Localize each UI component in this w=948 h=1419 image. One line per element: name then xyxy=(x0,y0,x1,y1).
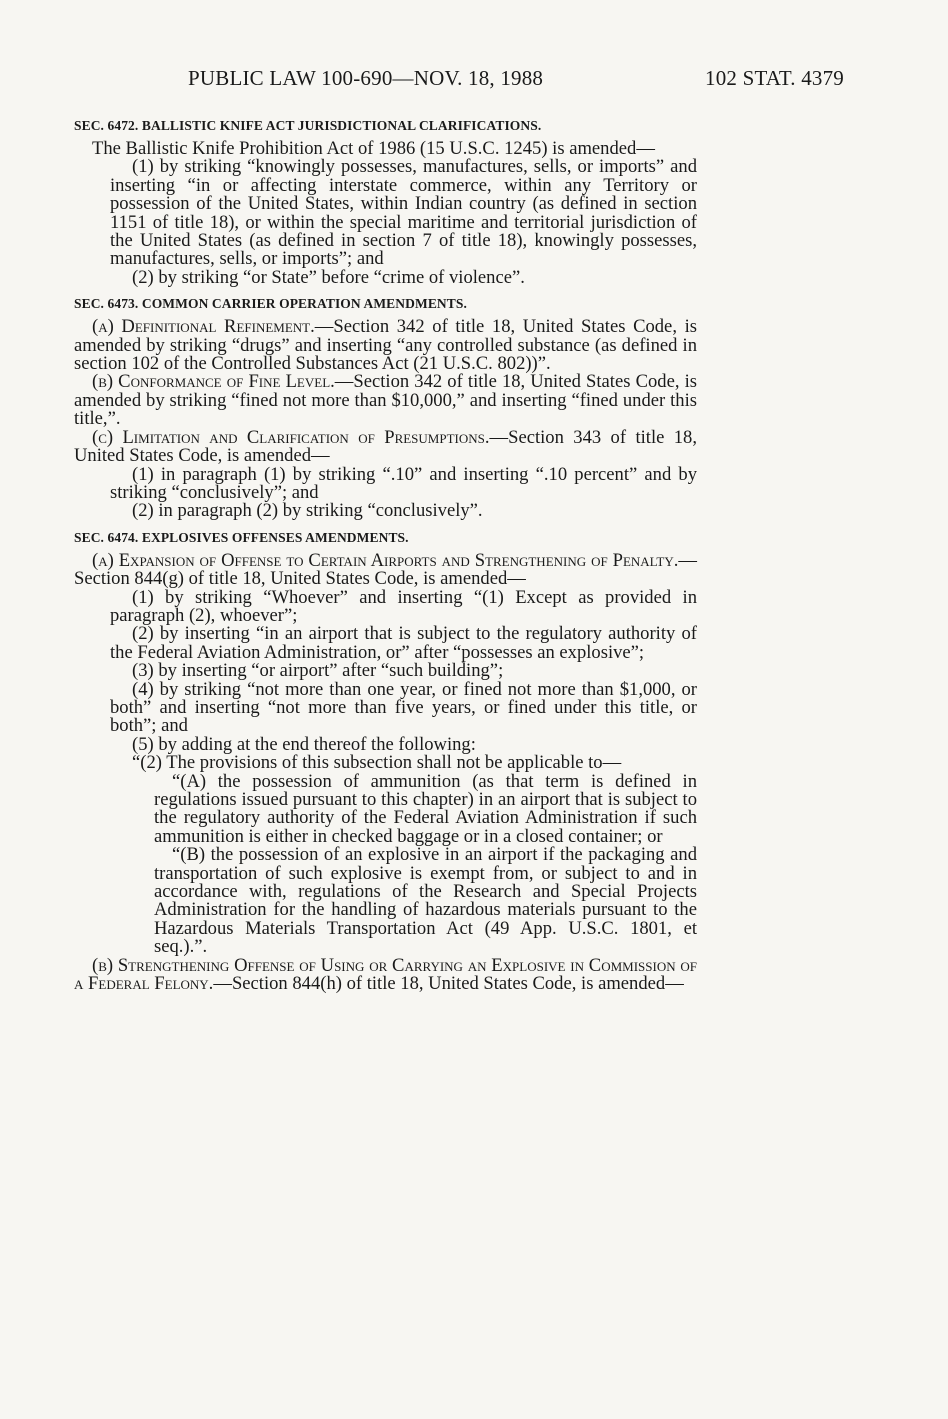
subsection-text: —Section 342 of title 18, United States Code, is amended by striking “drugs” and inserting “any controlled substance (as defined in section 102 of the Controlled Substances Act (21 U.S.C. 802))”. xyxy=(74,316,697,375)
subsection-label: (a) Definitional Refinement. xyxy=(92,316,315,338)
subsection-b xyxy=(74,373,697,428)
paragraph-item: (5) by adding at the end thereof the following: xyxy=(132,733,476,755)
quoted-paragraph: “(2) The provisions of this subsection shall not be applicable to— xyxy=(132,752,622,774)
subsection-label: (b) Conformance of Fine Level. xyxy=(92,371,335,393)
paragraph-item: (1) by striking “knowingly possesses, manufactures, sells, or imports” and inserting “in or affecting interstate commerce, within any Territory or possession of the United States, within Indian country (as defined in section 1151 of title 18), or within the special maritime and territorial jurisdiction of the United States (as defined in section 7 of title 18), knowingly possesses, manufactures, sells, or imports”; and xyxy=(110,156,697,270)
page-body xyxy=(74,117,697,993)
quoted-subparagraph: “(A) the possession of ammunition (as that term is defined in regulations issued pursuant to this chapter) in an airport that is subject to the regulatory authority of the Federal Aviation Administration if such ammunition is either in checked baggage or in a closed container; or xyxy=(154,770,697,847)
section-heading: SEC. 6474. EXPLOSIVES OFFENSES AMENDMENTS. xyxy=(74,529,409,545)
public-law-title: PUBLIC LAW 100-690—NOV. 18, 1988 xyxy=(188,66,544,90)
paragraph-item: (1) in paragraph (1) by striking “.10” and inserting “.10 percent” and by striking “conclusively”; and xyxy=(110,463,697,503)
paragraph-item: (2) by striking “or State” before “crime of violence”. xyxy=(132,266,525,288)
subsection-text: —Section 343 of title 18, United States Code, is amended— xyxy=(74,426,697,467)
section-heading: SEC. 6473. COMMON CARRIER OPERATION AMENDMENTS. xyxy=(74,296,467,312)
paragraph-item: (2) by inserting “in an airport that is subject to the regulatory authority of the Federal Aviation Administration, or” after “possesses an explosive”; xyxy=(110,623,697,663)
subsection-c xyxy=(74,426,697,467)
subsection-b xyxy=(74,954,697,995)
subsection-label: (c) Limitation and Clarification of Presumptions. xyxy=(92,426,490,448)
stat-page-number: 102 STAT. 4379 xyxy=(705,66,844,90)
subsection-label: (b) Strengthening Offense of Using or Carrying an Explosive in Commission of a Federal Felony. xyxy=(74,954,697,995)
paragraph-item: (2) in paragraph (2) by striking “conclusively”. xyxy=(132,500,483,522)
paragraph-item: (4) by striking “not more than one year, or fined not more than $1,000, or both” and inserting “not more than five years, or fined under this title, or both”; and xyxy=(110,678,697,737)
subsection-text: —Section 844(g) of title 18, United States Code, is amended— xyxy=(74,549,697,590)
subsection-a xyxy=(74,549,697,590)
subsection-a xyxy=(74,318,697,373)
section-heading: SEC. 6472. BALLISTIC KNIFE ACT JURISDICTIONAL CLARIFICATIONS. xyxy=(74,118,542,133)
subsection-label: (a) Expansion of Offense to Certain Airports and Strengthening of Penalty. xyxy=(92,549,679,571)
subsection-text: —Section 342 of title 18, United States Code, is amended by striking “fined not more than $10,000,” and inserting “fined under this title,”. xyxy=(74,371,697,430)
paragraph-item: (1) by striking “Whoever” and inserting “(1) Except as provided in paragraph (2), whoever”; xyxy=(110,586,697,626)
section-intro: The Ballistic Knife Prohibition Act of 1986 (15 U.S.C. 1245) is amended— xyxy=(92,138,655,159)
paragraph-item: (3) by inserting “or airport” after “such building”; xyxy=(132,660,504,682)
subsection-text: —Section 844(h) of title 18, United States Code, is amended— xyxy=(213,973,684,995)
quoted-subparagraph: “(B) the possession of an explosive in an airport if the packaging and transportation of such explosive is exempt from, or subject to and in accordance with, regulations of the Research and Special Projects Administration for the handling of hazardous materials pursuant to the Hazardous Materials Transportation Act (49 App. U.S.C. 1801, et seq.).”. xyxy=(154,844,697,958)
